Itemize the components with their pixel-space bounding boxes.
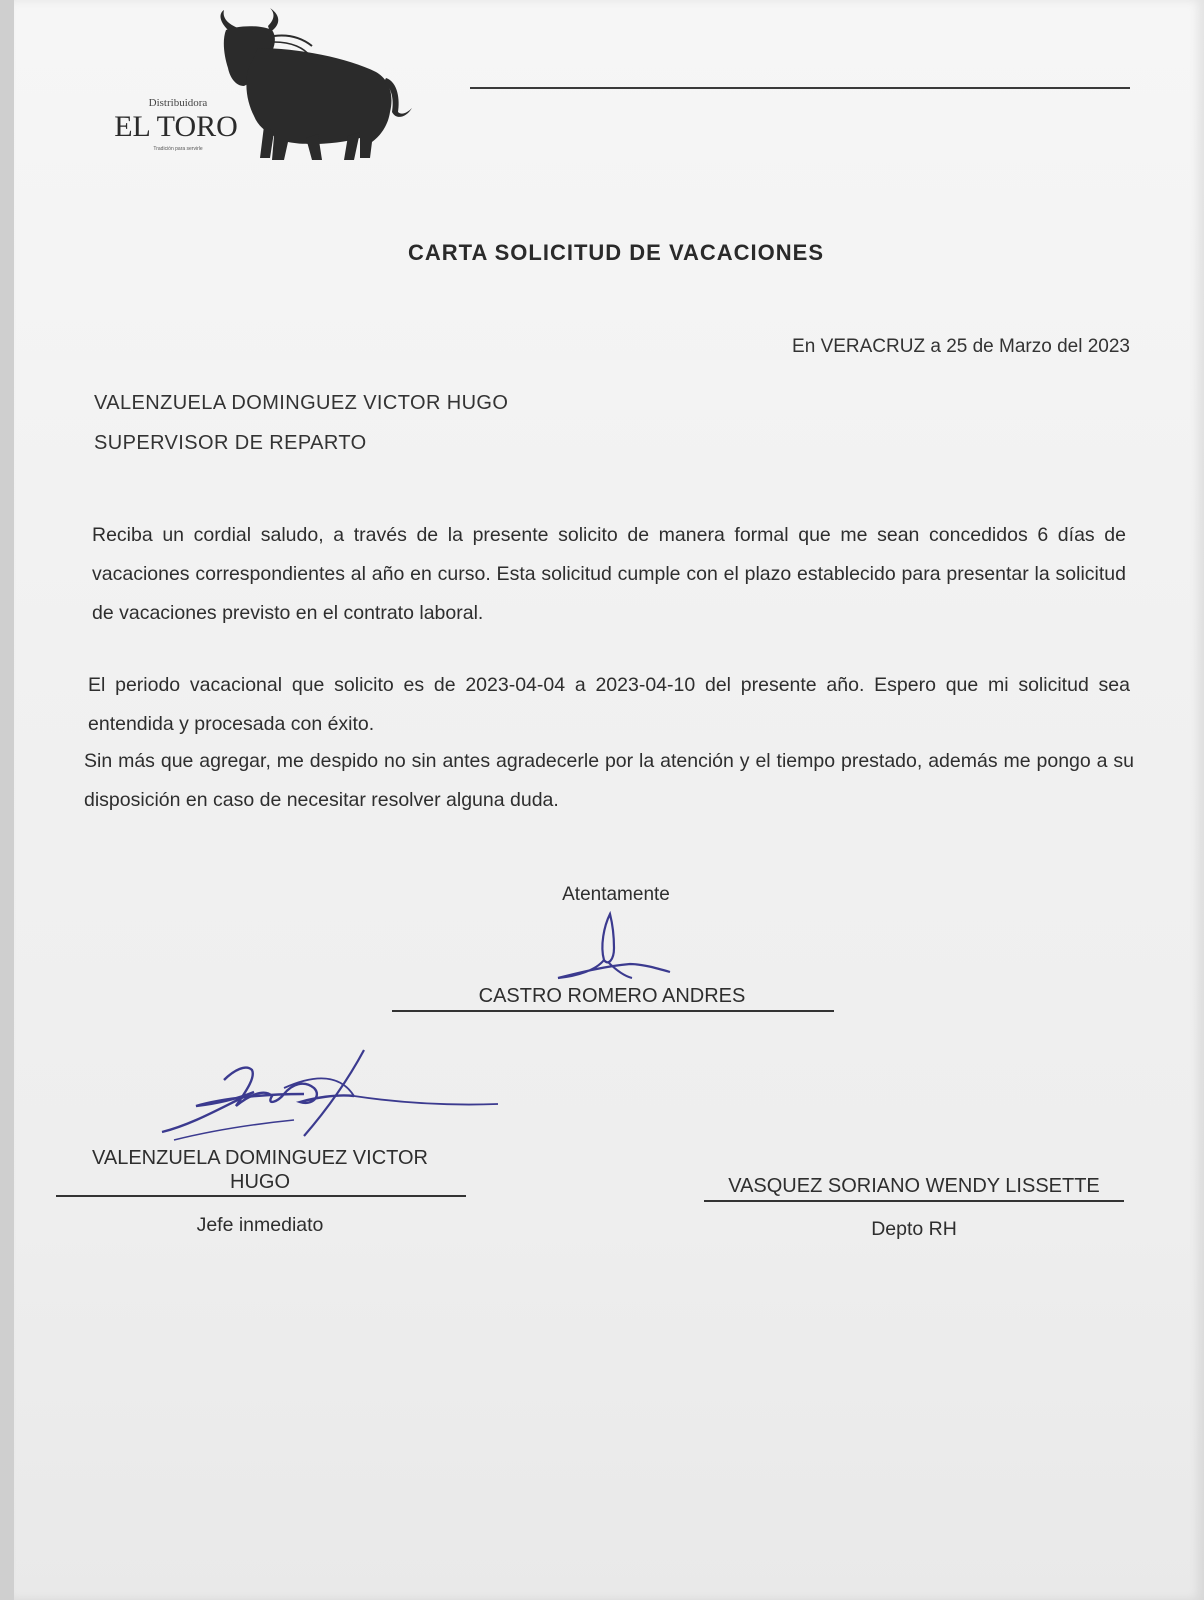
supervisor-name-line-1: VALENZUELA DOMINGUEZ VICTOR xyxy=(92,1147,428,1169)
employee-name: CASTRO ROMERO ANDRES xyxy=(478,985,746,1007)
brand-small-text: Distribuidora xyxy=(148,97,208,109)
employee-signature-icon xyxy=(552,906,682,988)
body-paragraph-3: Sin más que agregar, me despido no sin antes agradecerle por la atención y el tiempo prestado, además me pongo a su disposición en caso de necesitar resolver alguna duda. xyxy=(84,750,1134,811)
supervisor-signature-rule xyxy=(56,1195,466,1197)
closing-text: Atentamente xyxy=(562,884,670,905)
employee-signature-rule xyxy=(392,1010,834,1012)
recipient-position: SUPERVISOR DE REPARTO xyxy=(94,432,367,454)
supervisor-role: Jefe inmediato xyxy=(196,1214,324,1236)
document-title: CARTA SOLICITUD DE VACACIONES xyxy=(407,240,825,265)
supervisor-name-line-2: HUGO xyxy=(230,1171,290,1193)
recipient-name: VALENZUELA DOMINGUEZ VICTOR HUGO xyxy=(94,392,509,414)
hr-role: Depto RH xyxy=(871,1218,957,1240)
hr-name: VASQUEZ SORIANO WENDY LISSETTE xyxy=(728,1175,1100,1197)
date-line: En VERACRUZ a 25 de Marzo del 2023 xyxy=(792,336,1130,357)
supervisor-signature-icon xyxy=(154,1040,504,1150)
letter-sheet xyxy=(14,0,1204,1600)
company-logo xyxy=(98,8,428,173)
header-rule xyxy=(470,87,1130,89)
bull-logo-icon xyxy=(98,8,428,173)
body-paragraph-2: El periodo vacacional que solicito es de 2023-04-04 a 2023-04-10 del presente año. Espero que mi solicitud sea entendida y procesada con éxito. xyxy=(88,674,1130,735)
body-paragraph-1: Reciba un cordial saludo, a través de la presente solicito de manera formal que me sean concedidos 6 días de vacaciones correspondientes al año en curso. Esta solicitud cumple con el plazo establecido para presentar la solicitud de vacaciones previsto en el contrato laboral. xyxy=(92,524,1126,624)
brand-name-text: EL TORO xyxy=(114,110,238,143)
hr-signature-rule xyxy=(704,1200,1124,1202)
brand-tagline-text: Tradición para servirle xyxy=(153,146,203,152)
